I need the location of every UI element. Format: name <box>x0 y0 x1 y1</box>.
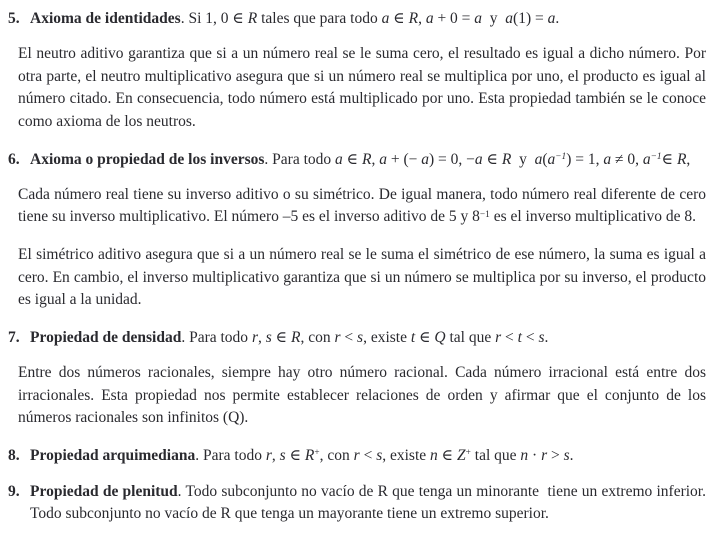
paragraph-simetrico-aditivo <box>18 244 706 311</box>
text-segment: . Para todo <box>264 150 336 168</box>
text-segment: a <box>379 150 387 168</box>
text-segment: y <box>482 10 506 27</box>
text-segment: R <box>408 10 419 27</box>
text-segment: ∈ <box>482 150 502 168</box>
text-segment: ) = 1, <box>566 150 604 168</box>
text-segment: < <box>359 447 377 465</box>
text-segment: . Si 1, 0 ∈ <box>180 10 248 27</box>
text-segment: n <box>430 447 438 465</box>
text-segment: a <box>547 10 556 27</box>
text-segment: Q <box>434 328 446 346</box>
text-segment: , <box>257 328 266 346</box>
text-segment: (1) = <box>513 10 548 27</box>
text-segment: a <box>505 10 514 27</box>
text-segment: a <box>474 150 483 168</box>
text-segment: Axioma o propiedad de los inversos <box>30 150 265 168</box>
text-segment: −1 <box>555 151 567 162</box>
text-segment: . <box>544 328 549 346</box>
text-segment: + <box>314 448 320 459</box>
text-segment: R <box>501 150 512 168</box>
text-segment: Z <box>457 447 466 465</box>
text-segment: n <box>520 447 529 465</box>
text-segment: . <box>555 10 560 27</box>
item-text <box>30 151 690 168</box>
text-segment: ( <box>542 150 548 168</box>
text-segment: < <box>501 328 518 346</box>
item-text <box>30 10 559 27</box>
item-text <box>30 483 706 522</box>
text-segment: ∈ <box>389 10 409 27</box>
text-segment: −1 <box>479 209 490 220</box>
text-segment: a <box>425 10 434 27</box>
item-7-propiedad-densidad <box>8 327 706 349</box>
text-segment: ∈ <box>271 328 292 346</box>
item-number: 6. <box>8 150 20 168</box>
item-8-propiedad-arquimediana <box>8 445 706 467</box>
text-segment: R <box>362 150 372 168</box>
text-segment: ∈ <box>661 150 677 168</box>
text-segment: r <box>353 447 360 465</box>
text-segment: t <box>517 328 522 346</box>
text-segment: Propiedad arquimediana <box>30 447 196 465</box>
text-segment: ) = 0, − <box>429 150 475 168</box>
item-number: 9. <box>8 482 20 500</box>
text-segment: Propiedad de densidad <box>30 328 182 346</box>
text-segment: El simétrico aditivo asegura que si a un número real se le suma el simétrico de ese número, la suma es igual a cero. En cambio, el inverso multiplicativo garantiza que si un número se multiplica por su inverso, el producto es igual a la unidad. <box>18 246 706 309</box>
text-segment: a <box>642 150 651 168</box>
text-segment: t <box>410 328 416 346</box>
text-segment: , existe <box>382 447 431 465</box>
text-segment: , <box>686 150 691 168</box>
text-segment: , <box>418 10 426 27</box>
text-segment: a <box>381 10 390 27</box>
text-segment: r <box>251 328 258 346</box>
item-6-axioma-inversos <box>8 149 706 171</box>
text-segment: s <box>279 447 286 465</box>
item-number: 8. <box>8 447 20 465</box>
text-segment: s <box>538 328 545 346</box>
text-segment: a <box>421 150 429 168</box>
text-segment: < <box>340 328 358 346</box>
text-segment: Cada número real tiene su inverso aditivo o su simétrico. De igual manera, todo número real diferente de cero tiene su inverso multiplicativo. El número –5 es el inverso aditivo de 5 y 8 <box>18 185 706 226</box>
item-9-propiedad-plenitud <box>8 481 706 526</box>
text-segment: , con <box>300 328 335 346</box>
text-segment: s <box>357 328 364 346</box>
text-segment: . Para todo <box>181 328 252 346</box>
text-segment: . Todo subconjunto no vacío de R que tenga un minorante tiene un extremo inferior. Todo subconjunto no vacío de R que tenga un mayorante tiene un extremo superior. <box>30 482 706 522</box>
text-segment: R <box>676 150 687 168</box>
text-segment: + <box>465 448 471 459</box>
text-segment: ∈ <box>342 150 362 168</box>
text-segment: y <box>511 150 535 168</box>
paragraph-numeros-racionales <box>18 362 706 429</box>
text-segment: r <box>265 447 272 465</box>
item-5-axioma-de-identidades <box>8 8 706 30</box>
text-segment: ∈ <box>437 447 458 465</box>
text-segment: + 0 = <box>433 10 475 27</box>
text-segment: + (− <box>386 150 422 168</box>
text-segment: s <box>563 447 570 465</box>
item-text <box>30 447 574 464</box>
text-segment: > <box>547 447 564 465</box>
text-segment: R <box>304 447 315 465</box>
text-segment: a <box>603 150 612 168</box>
text-segment: . <box>569 447 574 465</box>
text-segment: a <box>474 10 483 27</box>
text-segment: a <box>547 150 556 168</box>
text-segment: . Para todo <box>195 447 266 465</box>
text-segment: , existe <box>363 328 411 346</box>
text-segment: ∈ <box>415 328 435 346</box>
text-segment: El neutro aditivo garantiza que si a un número real se le suma cero, el resultado es igual a dicho número. Por otra parte, el neutro multiplicativo asegura que si un número real se multiplica por uno, el producto es igual al número citado. En consecuencia, todo número está multiplicado por uno. Esta propiedad también se le conoce como axioma de los neutros. <box>18 45 706 130</box>
text-segment: es el inverso multiplicativo de 8. <box>489 208 697 226</box>
text-segment: , <box>371 150 380 168</box>
text-segment: r <box>541 447 548 465</box>
text-segment: tales que para todo <box>257 10 382 27</box>
text-segment: r <box>495 328 502 346</box>
item-number: 7. <box>8 328 20 346</box>
text-segment: R <box>247 10 258 27</box>
paragraph-inverso-aditivo <box>18 184 706 229</box>
text-segment: , con <box>319 447 354 465</box>
text-segment: −1 <box>650 151 662 162</box>
item-text <box>30 329 548 346</box>
text-segment: < <box>521 328 539 346</box>
text-segment: a <box>534 150 543 168</box>
text-segment: R <box>291 328 301 346</box>
text-segment: s <box>265 328 272 346</box>
text-segment: Propiedad de plenitud <box>30 482 178 500</box>
text-segment: · <box>528 447 542 465</box>
text-segment: ≠ 0, <box>611 150 643 168</box>
text-segment: tal que <box>470 447 521 465</box>
paragraph-neutro-aditivo <box>18 43 706 133</box>
text-segment: tal que <box>445 328 496 346</box>
text-segment: Entre dos números racionales, siempre hay otro número racional. Cada número irracional está entre dos irracionales. Esta propiedad nos permite establecer relaciones de orden y afirmar que el conjunto de los números racionales son infinitos (Q). <box>18 364 706 427</box>
item-number: 5. <box>8 10 20 27</box>
text-segment: ∈ <box>285 447 305 465</box>
text-segment: , <box>271 447 280 465</box>
text-segment: Axioma de identidades <box>30 10 181 27</box>
text-segment: s <box>376 447 383 465</box>
text-segment: a <box>335 150 343 168</box>
text-segment: r <box>334 328 341 346</box>
